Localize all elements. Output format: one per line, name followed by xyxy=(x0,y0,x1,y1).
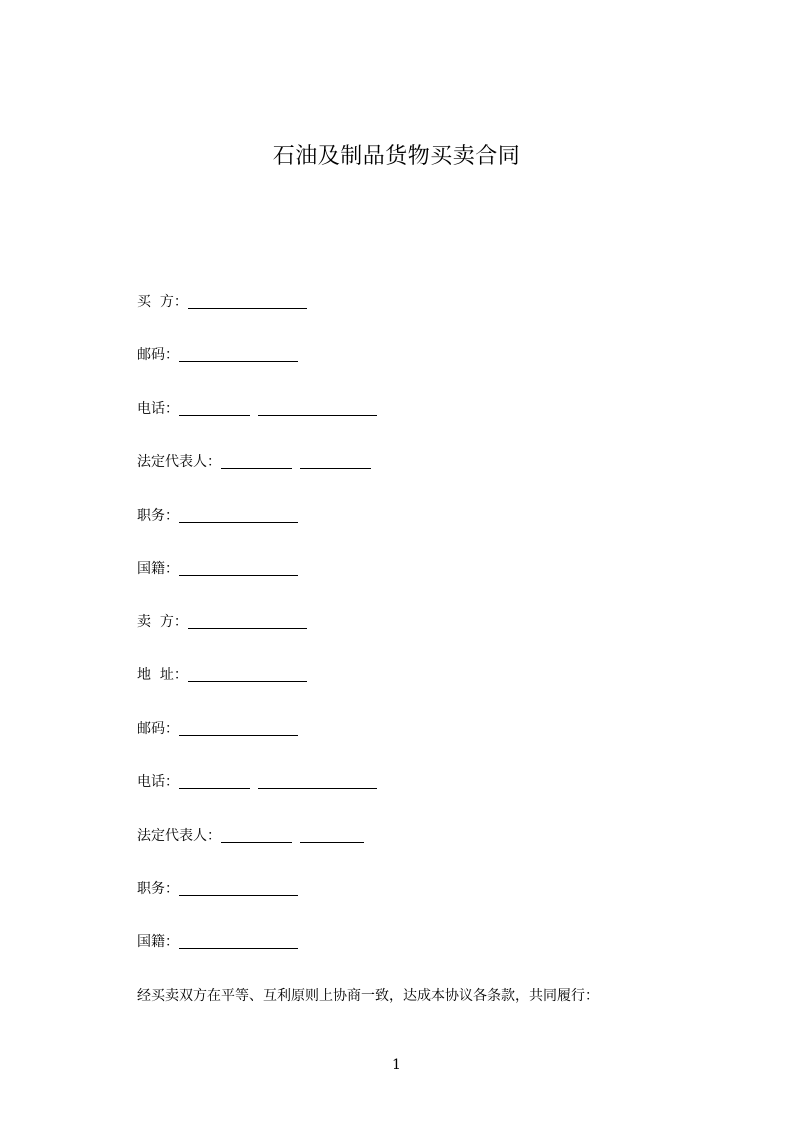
buyer-postcode-field xyxy=(137,345,298,365)
buyer-legal-rep-blank-2 xyxy=(300,453,371,469)
buyer-legal-rep-label: 法定代表人： xyxy=(137,454,221,470)
seller-nationality-field xyxy=(137,932,298,952)
seller-name-blank xyxy=(188,613,307,629)
buyer-phone-field xyxy=(137,399,377,419)
buyer-nationality-blank xyxy=(179,560,298,576)
buyer-nationality-field xyxy=(137,559,298,579)
buyer-phone-blank-2 xyxy=(258,400,377,416)
seller-legal-rep-label: 法定代表人： xyxy=(137,828,221,844)
seller-position-field xyxy=(137,879,298,899)
buyer-phone-blank-1 xyxy=(179,400,250,416)
seller-phone-label: 电话： xyxy=(137,774,179,790)
buyer-legal-rep-blank-1 xyxy=(221,453,292,469)
buyer-postcode-blank xyxy=(179,346,298,362)
seller-phone-blank-1 xyxy=(179,773,250,789)
buyer-phone-label: 电话： xyxy=(137,401,179,417)
seller-address-blank xyxy=(188,666,307,682)
buyer-name-blank xyxy=(188,293,307,309)
seller-postcode-label: 邮码： xyxy=(137,721,179,737)
seller-address-field xyxy=(137,665,307,685)
buyer-position-blank xyxy=(179,507,298,523)
seller-nationality-label: 国籍： xyxy=(137,934,179,950)
seller-postcode-blank xyxy=(179,720,298,736)
buyer-legal-rep-field xyxy=(137,452,371,472)
seller-position-blank xyxy=(179,880,298,896)
seller-legal-rep-blank-2 xyxy=(300,827,364,843)
seller-position-label: 职务： xyxy=(137,881,179,897)
buyer-name-field xyxy=(137,292,307,312)
seller-nationality-blank xyxy=(179,933,298,949)
seller-address-label: 地 址： xyxy=(137,667,188,683)
buyer-name-label: 买 方： xyxy=(137,294,188,310)
seller-name-label: 卖 方： xyxy=(137,614,188,630)
buyer-position-field xyxy=(137,506,298,526)
page-number: 1 xyxy=(392,1057,401,1073)
seller-legal-rep-blank-1 xyxy=(221,827,292,843)
seller-legal-rep-field xyxy=(137,826,364,846)
document-title: 石油及制品货物买卖合同 xyxy=(272,144,521,169)
buyer-postcode-label: 邮码： xyxy=(137,347,179,363)
buyer-nationality-label: 国籍： xyxy=(137,561,179,577)
seller-postcode-field xyxy=(137,719,298,739)
seller-phone-blank-2 xyxy=(258,773,377,789)
seller-name-field xyxy=(137,612,307,632)
intro-paragraph: 经买卖双方在平等、互利原则上协商一致，达成本协议各条款，共同履行： xyxy=(137,988,599,1004)
buyer-position-label: 职务： xyxy=(137,508,179,524)
seller-phone-field xyxy=(137,772,377,792)
